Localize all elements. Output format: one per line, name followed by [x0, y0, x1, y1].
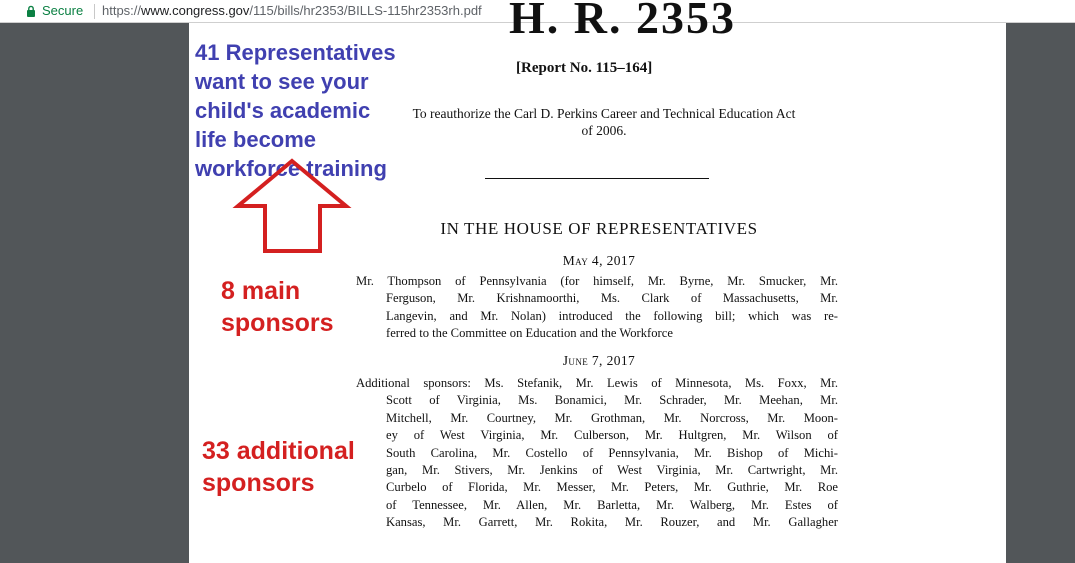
url-scheme: https://: [102, 3, 142, 18]
report-number: [Report No. 115–164]: [516, 60, 653, 76]
sponsor-date: June 7, 2017: [562, 353, 636, 368]
house-heading: IN THE HOUSE OF REPRESENTATIVES: [440, 219, 758, 238]
paragraph-line: Ferguson, Mr. Krishnamoorthi, Ms. Clark of Massachusetts, Mr.: [386, 291, 838, 306]
annotation-line: 33 additional: [202, 437, 355, 465]
annotation-line: child's academic: [195, 98, 371, 123]
paragraph-line: South Carolina, Mr. Costello of Pennsylvania, Mr. Bishop of Michi-: [386, 445, 838, 460]
lock-icon: [25, 5, 37, 17]
paragraph-line: gan, Mr. Stivers, Mr. Jenkins of West Virginia, Mr. Cartwright, Mr.: [386, 463, 838, 478]
url-host: www.congress.gov: [141, 3, 250, 18]
annotation-line: life become: [195, 127, 317, 152]
up-arrow-icon: [232, 158, 352, 254]
paragraph-line: Langevin, and Mr. Nolan) introduced the following bill; which was re-: [386, 308, 838, 323]
annotation-line: want to see your: [195, 69, 369, 94]
bill-number: H. R. 2353: [509, 0, 736, 43]
introduction-date: May 4, 2017: [562, 253, 636, 268]
secure-label[interactable]: Secure: [42, 3, 84, 18]
purpose-line: To reauthorize the Carl D. Perkins Career and Technical Education Act: [412, 106, 796, 121]
paragraph-line: Scott of Virginia, Ms. Bonamici, Mr. Schrader, Mr. Meehan, Mr.: [386, 393, 838, 408]
paragraph-line: Additional sponsors: Ms. Stefanik, Mr. Lewis of Minnesota, Ms. Foxx, Mr.: [356, 376, 838, 390]
purpose-line: of 2006.: [581, 123, 627, 138]
annotation-line: workforce training: [195, 156, 387, 181]
additional-sponsors-annotation: [202, 435, 355, 499]
url-text[interactable]: [102, 3, 482, 18]
paragraph-line: of Tennessee, Mr. Allen, Mr. Barletta, Mr. Walberg, Mr. Estes of: [386, 497, 838, 512]
omnibox-divider: [94, 4, 95, 19]
annotation-line: sponsors: [202, 469, 315, 497]
horizontal-rule: [485, 178, 709, 179]
paragraph-line: ey of West Virginia, Mr. Culberson, Mr. Hultgren, Mr. Wilson of: [386, 428, 838, 443]
main-sponsors-annotation: [221, 275, 334, 339]
additional-sponsors-paragraph: [356, 375, 838, 532]
url-path: /115/bills/hr2353/BILLS-115hr2353rh.pdf: [249, 3, 482, 18]
introduction-paragraph: [356, 273, 838, 343]
paragraph-line: Kansas, Mr. Garrett, Mr. Rokita, Mr. Rouzer, and Mr. Gallagher: [386, 515, 838, 530]
paragraph-line: Curbelo of Florida, Mr. Messer, Mr. Peters, Mr. Guthrie, Mr. Roe: [386, 480, 838, 495]
annotation-line: 41 Representatives: [195, 40, 396, 65]
bill-purpose: [384, 105, 824, 139]
paragraph-line: Mr. Thompson of Pennsylvania (for himself, Mr. Byrne, Mr. Smucker, Mr.: [356, 274, 838, 288]
annotation-line: sponsors: [221, 309, 334, 337]
paragraph-line: ferred to the Committee on Education and the Workforce: [386, 326, 673, 341]
paragraph-line: Mitchell, Mr. Courtney, Mr. Grothman, Mr. Norcross, Mr. Moon-: [386, 410, 838, 425]
annotation-line: 8 main: [221, 277, 301, 305]
